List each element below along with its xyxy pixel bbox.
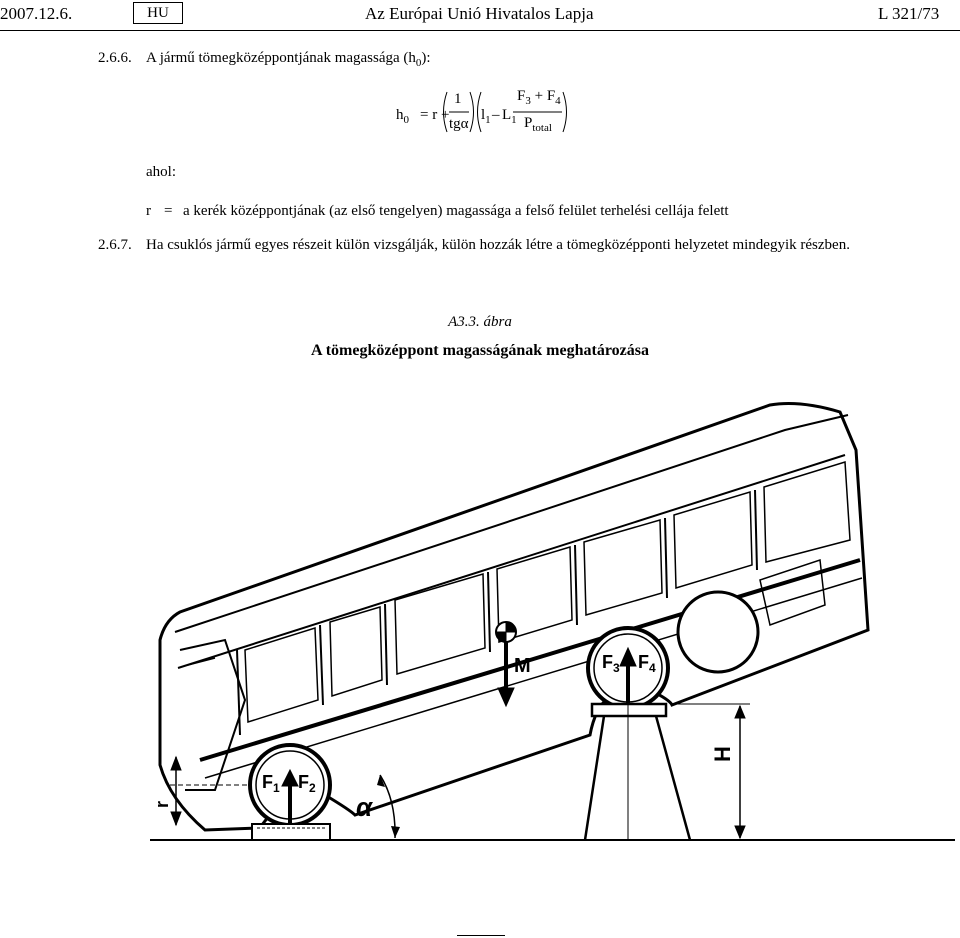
formula-lhs: $h_0$ — [396, 107, 409, 126]
formula-minus: – — [492, 107, 500, 123]
rear-wheel-back — [678, 592, 758, 672]
section-267-text: Ha csuklós jármű egyes részeit külön vizsgálják, külön hozzák létre a tömegközépponti helyzetet mindegyik részben. — [146, 237, 850, 253]
where-label: ahol: — [146, 164, 176, 180]
formula-eq: = r + — [420, 107, 450, 123]
label-f2: $F_2$ — [298, 772, 316, 795]
frac2-denominator: $P_{total}$ — [524, 115, 552, 134]
label-h: H — [710, 746, 735, 762]
front-load-cell — [252, 824, 330, 840]
label-m: M — [514, 655, 531, 677]
figure-title: A tömegközéppont magasságának meghatározása — [311, 342, 649, 359]
where-equals: = — [164, 203, 173, 219]
label-f1: $F_1$ — [262, 772, 280, 795]
label-f3: $F_3$ — [602, 652, 620, 675]
rear-support-stand — [585, 700, 690, 840]
formula-L1: $L_1$ — [502, 107, 517, 126]
where-description: a kerék középpontjának (az első tengelyen) magassága a felső felület terhelési cellája felett — [183, 203, 729, 219]
frac2-numerator: $F_3 + F_4$ — [517, 88, 561, 107]
journal-title: Az Európai Unió Hivatalos Lapja — [365, 4, 594, 23]
figure-number: A3.3. ábra — [448, 314, 512, 330]
label-r: r — [152, 800, 172, 808]
language-badge: HU — [133, 2, 183, 24]
frac1-numerator: 1 — [454, 91, 462, 107]
label-f4: $F_4$ — [638, 652, 656, 675]
formula-l1: $l_1$ — [481, 107, 491, 126]
page-number: L 321/73 — [878, 4, 940, 23]
where-symbol: r — [146, 203, 151, 219]
footer-rule — [457, 935, 505, 936]
section-267-number: 2.6.7. — [98, 237, 132, 253]
frac1-denominator: tgα — [449, 116, 469, 132]
section-266-number: 2.6.6. — [98, 50, 132, 66]
header-date: 2007.12.6. — [0, 4, 73, 23]
label-alpha: α — [356, 792, 373, 822]
section-266-text: A jármű tömegközéppontjának magassága $(h_0)$: — [146, 50, 431, 69]
